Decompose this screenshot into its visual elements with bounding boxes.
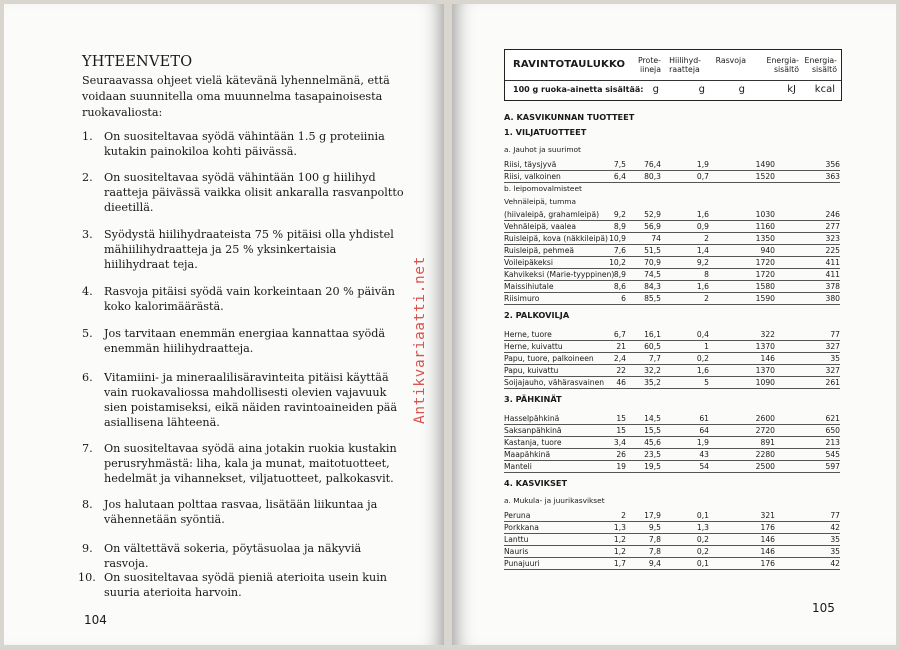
cell-value: 2500 bbox=[755, 462, 775, 471]
cell-value: 411 bbox=[825, 270, 840, 279]
row-label: Maapähkinä bbox=[504, 450, 551, 459]
cell-value: 7,6 bbox=[613, 246, 626, 255]
cell-value: 1160 bbox=[755, 222, 775, 231]
row-label: Riisi, valkoinen bbox=[504, 172, 561, 181]
row-label: Riisi, täysjyvä bbox=[504, 160, 557, 169]
table-row bbox=[504, 557, 840, 570]
row-label: Punajuuri bbox=[504, 559, 540, 568]
row-label: Riisimuro bbox=[504, 294, 540, 303]
cell-value: 77 bbox=[830, 511, 840, 520]
header-divider bbox=[505, 80, 841, 81]
cell-value: 84,3 bbox=[644, 282, 661, 291]
table-row bbox=[504, 170, 840, 183]
cell-value: 8 bbox=[704, 270, 709, 279]
row-label: (hiivaleipä, grahamleipä) bbox=[504, 210, 600, 219]
cell-value: 7,8 bbox=[648, 535, 661, 544]
item-number: 8. bbox=[82, 498, 93, 511]
cell-value: 1 bbox=[704, 342, 709, 351]
cell-value: 51,5 bbox=[644, 246, 661, 255]
cell-value: 42 bbox=[830, 559, 840, 568]
unit-label: g bbox=[652, 84, 659, 95]
cell-value: 35 bbox=[830, 547, 840, 556]
cell-value: 1,3 bbox=[696, 523, 709, 532]
cell-value: 1,9 bbox=[696, 160, 709, 169]
cell-value: 225 bbox=[825, 246, 840, 255]
cell-value: 356 bbox=[825, 160, 840, 169]
cell-value: 60,5 bbox=[644, 342, 661, 351]
cell-value: 327 bbox=[825, 366, 840, 375]
cell-value: 14,5 bbox=[644, 414, 661, 423]
cell-value: 80,3 bbox=[644, 172, 661, 181]
cell-value: 9,4 bbox=[648, 559, 661, 568]
cell-value: 146 bbox=[760, 535, 775, 544]
cell-value: 8,6 bbox=[613, 282, 626, 291]
table-row bbox=[504, 460, 840, 473]
column-header: Hiilihyd- raatteja bbox=[669, 56, 701, 74]
cell-value: 5 bbox=[704, 378, 709, 387]
cell-value: 0,2 bbox=[696, 547, 709, 556]
cell-value: 23,5 bbox=[644, 450, 661, 459]
cell-value: 0,2 bbox=[696, 535, 709, 544]
unit-label: g bbox=[738, 84, 745, 95]
cell-value: 2 bbox=[704, 234, 709, 243]
cell-value: 327 bbox=[825, 342, 840, 351]
cell-value: 46 bbox=[616, 378, 626, 387]
row-label: Ruisleipä, kova (näkkileipä) bbox=[504, 234, 609, 243]
cell-value: 7,5 bbox=[613, 160, 626, 169]
row-label: Vehnäleipä, vaalea bbox=[504, 222, 576, 231]
cell-value: 246 bbox=[825, 210, 840, 219]
cell-value: 2280 bbox=[755, 450, 775, 459]
cell-value: 213 bbox=[825, 438, 840, 447]
cell-value: 146 bbox=[760, 354, 775, 363]
row-label: Lanttu bbox=[504, 535, 529, 544]
cell-value: 1,2 bbox=[613, 547, 626, 556]
row-label: Ruisleipä, pehmeä bbox=[504, 246, 575, 255]
item-text: Vitamiini- ja mineraalilisäravinteita pitäisi käyttää vain ruokavaliossa mahdollisesti olevien vajavuuk sien poistamiseksi, eikä näiden ravintoaineiden pää asiallisena lähteenä. bbox=[104, 371, 398, 429]
cell-value: 19,5 bbox=[644, 462, 661, 471]
cell-value: 1,7 bbox=[613, 559, 626, 568]
subgroup-title: b. leipomovalmisteet bbox=[504, 184, 582, 193]
cell-value: 8,9 bbox=[613, 222, 626, 231]
cell-value: 6,7 bbox=[613, 330, 626, 339]
cell-value: 7,7 bbox=[648, 354, 661, 363]
item-text: On suositeltavaa syödä aina jotakin ruokia kustakin perusryhmästä: liha, kala ja munat, maitotuotteet, hedelmät ja vihannekset, viljatuotteet, palkokasvit. bbox=[104, 442, 397, 485]
cell-value: 21 bbox=[616, 342, 626, 351]
cell-value: 1090 bbox=[755, 378, 775, 387]
cell-value: 0,2 bbox=[696, 354, 709, 363]
cell-value: 1720 bbox=[755, 270, 775, 279]
row-label: Kastanja, tuore bbox=[504, 438, 562, 447]
unit-label: g bbox=[698, 84, 705, 95]
cell-value: 61 bbox=[699, 414, 709, 423]
column-header: Energia- sisältö bbox=[766, 56, 799, 74]
item-number: 4. bbox=[82, 285, 93, 298]
cell-value: 176 bbox=[760, 523, 775, 532]
table-row bbox=[504, 292, 840, 305]
row-label-line: Vehnäleipä, tumma bbox=[504, 197, 577, 206]
cell-value: 7,8 bbox=[648, 547, 661, 556]
column-header: Rasvoja bbox=[715, 56, 746, 65]
cell-value: 1,9 bbox=[696, 438, 709, 447]
group-title: 3. PÄHKINÄT bbox=[504, 394, 562, 404]
cell-value: 17,9 bbox=[644, 511, 661, 520]
watermark-text: Antikvariaatti.net bbox=[412, 256, 428, 424]
table-row bbox=[504, 376, 840, 389]
cell-value: 2,4 bbox=[613, 354, 626, 363]
cell-value: 9,2 bbox=[613, 210, 626, 219]
cell-value: 74,5 bbox=[644, 270, 661, 279]
row-label: Papu, kuivattu bbox=[504, 366, 559, 375]
cell-value: 1520 bbox=[755, 172, 775, 181]
cell-value: 64 bbox=[699, 426, 709, 435]
cell-value: 597 bbox=[825, 462, 840, 471]
basis-label: 100 g ruoka-ainetta sisältää: bbox=[513, 85, 644, 94]
cell-value: 8,9 bbox=[613, 270, 626, 279]
cell-value: 35 bbox=[830, 354, 840, 363]
item-number: 5. bbox=[82, 327, 93, 340]
cell-value: 0,1 bbox=[696, 511, 709, 520]
cell-value: 10,2 bbox=[609, 258, 626, 267]
cell-value: 323 bbox=[825, 234, 840, 243]
item-number: 1. bbox=[82, 130, 93, 143]
item-text: On suositeltavaa syödä pieniä aterioita usein kuin suuria aterioita harvoin. bbox=[104, 571, 387, 599]
item-number: 9. bbox=[82, 542, 93, 555]
group-title: 2. PALKOVILJA bbox=[504, 310, 570, 320]
cell-value: 650 bbox=[825, 426, 840, 435]
cell-value: 1490 bbox=[755, 160, 775, 169]
row-label: Manteli bbox=[504, 462, 532, 471]
item-text: On vältettävä sokeria, pöytäsuolaa ja näkyviä rasvoja. bbox=[104, 542, 362, 570]
cell-value: 2600 bbox=[755, 414, 775, 423]
row-label: Porkkana bbox=[504, 523, 539, 532]
unit-label: kcal bbox=[814, 84, 835, 95]
cell-value: 19 bbox=[616, 462, 626, 471]
cell-value: 1030 bbox=[755, 210, 775, 219]
cell-value: 277 bbox=[825, 222, 840, 231]
row-label: Voileipäkeksi bbox=[504, 258, 553, 267]
cell-value: 70,9 bbox=[644, 258, 661, 267]
cell-value: 15 bbox=[616, 426, 626, 435]
cell-value: 380 bbox=[825, 294, 840, 303]
cell-value: 1720 bbox=[755, 258, 775, 267]
cell-value: 1350 bbox=[755, 234, 775, 243]
cell-value: 1590 bbox=[755, 294, 775, 303]
item-number: 2. bbox=[82, 171, 93, 184]
cell-value: 45,6 bbox=[644, 438, 661, 447]
table-header bbox=[504, 49, 842, 101]
cell-value: 52,9 bbox=[644, 210, 661, 219]
cell-value: 76,4 bbox=[644, 160, 661, 169]
cell-value: 363 bbox=[825, 172, 840, 181]
page-title: YHTEENVETO bbox=[82, 54, 193, 70]
item-number: 6. bbox=[82, 371, 93, 384]
item-text: On suositeltavaa syödä vähintään 1.5 g proteiinia kutakin painokiloa kohti päivässä. bbox=[104, 130, 385, 158]
cell-value: 1370 bbox=[755, 366, 775, 375]
cell-value: 43 bbox=[699, 450, 709, 459]
row-label: Herne, tuore bbox=[504, 330, 552, 339]
left-page bbox=[4, 4, 444, 645]
cell-value: 1,2 bbox=[613, 535, 626, 544]
item-number: 3. bbox=[82, 228, 93, 241]
cell-value: 6,4 bbox=[613, 172, 626, 181]
cell-value: 1580 bbox=[755, 282, 775, 291]
group-title: 1. VILJATUOTTEET bbox=[504, 127, 587, 137]
cell-value: 621 bbox=[825, 414, 840, 423]
cell-value: 146 bbox=[760, 547, 775, 556]
cell-value: 2 bbox=[621, 511, 626, 520]
cell-value: 22 bbox=[616, 366, 626, 375]
intro-paragraph: Seuraavassa ohjeet vielä kätevänä lyhennelmänä, että voidaan suunnitella oma muunnelma tasapainoisesta ruokavaliosta: bbox=[82, 74, 390, 119]
cell-value: 411 bbox=[825, 258, 840, 267]
section-title: A. KASVIKUNNAN TUOTTEET bbox=[504, 112, 635, 122]
page-number: 104 bbox=[84, 613, 107, 627]
item-text: Jos halutaan polttaa rasvaa, lisätään liikuntaa ja vähennetään syöntiä. bbox=[104, 498, 378, 526]
row-label: Peruna bbox=[504, 511, 531, 520]
watermark bbox=[394, 254, 428, 424]
cell-value: 1,6 bbox=[696, 366, 709, 375]
row-label: Kahvikeksi (Marie-tyyppinen) bbox=[504, 270, 615, 279]
cell-value: 9,2 bbox=[696, 258, 709, 267]
row-label: Nauris bbox=[504, 547, 529, 556]
row-label: Saksanpähkinä bbox=[504, 426, 562, 435]
row-label: Soijajauho, vähärasvainen bbox=[504, 378, 605, 387]
cell-value: 54 bbox=[699, 462, 709, 471]
cell-value: 176 bbox=[760, 559, 775, 568]
row-label: Hasselpähkinä bbox=[504, 414, 560, 423]
cell-value: 15,5 bbox=[644, 426, 661, 435]
cell-value: 2720 bbox=[755, 426, 775, 435]
cell-value: 6 bbox=[621, 294, 626, 303]
cell-value: 261 bbox=[825, 378, 840, 387]
cell-value: 378 bbox=[825, 282, 840, 291]
column-header: Energia- sisältö bbox=[804, 56, 837, 74]
cell-value: 9,5 bbox=[648, 523, 661, 532]
cell-value: 74 bbox=[651, 234, 661, 243]
cell-value: 940 bbox=[760, 246, 775, 255]
cell-value: 1,4 bbox=[696, 246, 709, 255]
cell-value: 35 bbox=[830, 535, 840, 544]
cell-value: 1370 bbox=[755, 342, 775, 351]
cell-value: 15 bbox=[616, 414, 626, 423]
cell-value: 0,1 bbox=[696, 559, 709, 568]
row-label: Maissihiutale bbox=[504, 282, 554, 291]
table-title: RAVINTOTAULUKKO bbox=[513, 59, 626, 70]
cell-value: 0,7 bbox=[696, 172, 709, 181]
item-number: 7. bbox=[82, 442, 93, 455]
cell-value: 77 bbox=[830, 330, 840, 339]
cell-value: 3,4 bbox=[613, 438, 626, 447]
cell-value: 26 bbox=[616, 450, 626, 459]
cell-value: 56,9 bbox=[644, 222, 661, 231]
subgroup-title: a. Jauhot ja suurimot bbox=[504, 145, 581, 154]
cell-value: 10,9 bbox=[609, 234, 626, 243]
subgroup-title: a. Mukula- ja juurikasvikset bbox=[504, 496, 605, 505]
cell-value: 35,2 bbox=[644, 378, 661, 387]
item-text: Jos tarvitaan enemmän energiaa kannattaa syödä enemmän hiilihydraatteja. bbox=[104, 327, 386, 355]
cell-value: 2 bbox=[704, 294, 709, 303]
cell-value: 322 bbox=[760, 330, 775, 339]
cell-value: 85,5 bbox=[644, 294, 661, 303]
cell-value: 1,6 bbox=[696, 282, 709, 291]
cell-value: 545 bbox=[825, 450, 840, 459]
page-number: 105 bbox=[812, 601, 835, 615]
cell-value: 0,4 bbox=[696, 330, 709, 339]
item-text: On suositeltavaa syödä vähintään 100 g hiilihyd raatteja päivässä vaikka olisit ankaralla rasvanpoltto dieetillä. bbox=[104, 171, 404, 214]
row-label: Papu, tuore, palkoineen bbox=[504, 354, 594, 363]
cell-value: 32,2 bbox=[644, 366, 661, 375]
group-title: 4. KASVIKSET bbox=[504, 478, 568, 488]
cell-value: 16,1 bbox=[644, 330, 661, 339]
row-label: Herne, kuivattu bbox=[504, 342, 563, 351]
column-header: Prote- iineja bbox=[637, 56, 661, 74]
cell-value: 891 bbox=[760, 438, 775, 447]
cell-value: 321 bbox=[760, 511, 775, 520]
unit-label: kJ bbox=[787, 84, 796, 95]
item-number: 10. bbox=[78, 571, 96, 584]
item-text: Rasvoja pitäisi syödä vain korkeintaan 20 % päivän koko kalorimäärästä. bbox=[104, 285, 395, 313]
right-page bbox=[452, 4, 896, 645]
cell-value: 1,6 bbox=[696, 210, 709, 219]
cell-value: 1,3 bbox=[613, 523, 626, 532]
cell-value: 0,9 bbox=[696, 222, 709, 231]
item-text: Syödystä hiilihydraateista 75 % pitäisi olla yhdistel mähiilihydraatteja ja 25 % yksinkertaisia hiilihydraat teja. bbox=[104, 228, 394, 271]
cell-value: 42 bbox=[830, 523, 840, 532]
